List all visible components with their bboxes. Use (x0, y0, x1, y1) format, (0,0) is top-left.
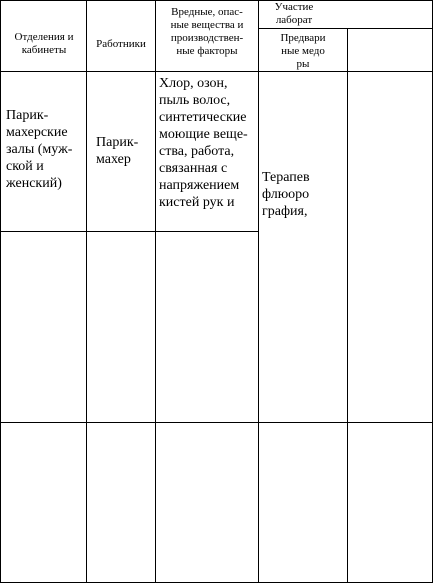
col-divider-4 (347, 28, 348, 583)
col-divider-2 (155, 0, 156, 583)
row-preliminary: Терапев флюоро графия, (262, 170, 310, 219)
hazards-cell-bottom (155, 231, 258, 232)
table-top-border (0, 0, 433, 1)
header-lab-participation: Участие лаборат (274, 1, 314, 26)
row-worker: Парик- махер (96, 135, 139, 167)
row-department: Парик- махерские залы (муж- ской и женский) (6, 108, 73, 191)
header-preliminary: Предвари ные медо ры (280, 32, 326, 70)
header-departments: Отделения и кабинеты (14, 31, 74, 56)
lab-header-divider (258, 28, 433, 29)
header-bottom-border (0, 71, 433, 72)
col-divider-3 (258, 0, 259, 583)
table-left-border (0, 0, 1, 583)
header-hazards: Вредные, опас- ные вещества и производствен- ные факторы (170, 6, 244, 57)
row-divider-1 (0, 231, 155, 232)
col-divider-1 (86, 0, 87, 583)
row-divider-2 (0, 422, 433, 423)
header-workers: Работники (96, 38, 146, 50)
row-hazards: Хлор, озон, пыль волос, синтетические моющие веще- ства, работа, связанная с напряжением кистей рук и (159, 76, 248, 210)
